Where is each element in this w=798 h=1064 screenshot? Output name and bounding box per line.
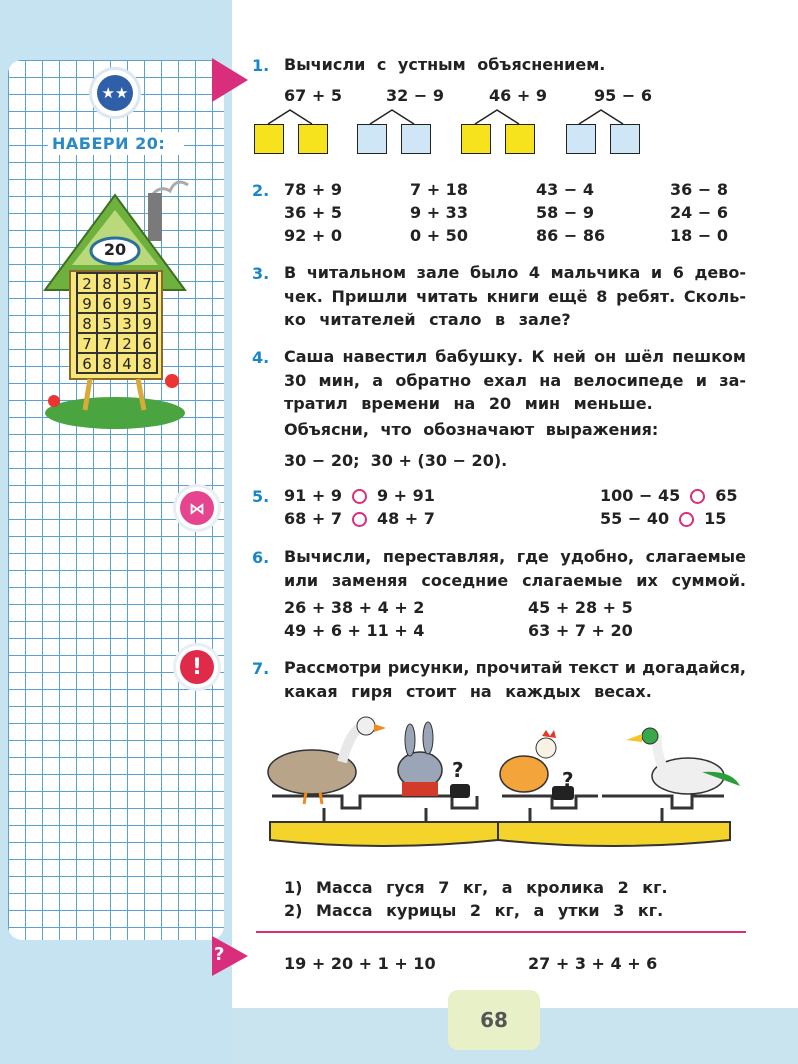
- task-1-expr: 95 − 6: [594, 86, 652, 105]
- task-6-text: [284, 545, 746, 592]
- compare-right: 65: [715, 486, 738, 505]
- task-1-number: 1.: [252, 56, 270, 75]
- task-2-expr: 9 + 33: [410, 203, 468, 222]
- task-7-text: [284, 656, 746, 703]
- scales-illustration: [262, 712, 742, 862]
- text-line: чек. Пришли читать книги ещё 8 ребят. Сколь-: [284, 286, 746, 306]
- task-2-expr: 43 − 4: [536, 180, 594, 199]
- task-2-expr: 0 + 50: [410, 226, 468, 245]
- house-grid-cell: 9: [77, 293, 97, 313]
- compare-circle-icon[interactable]: [352, 489, 367, 504]
- answer-box[interactable]: [505, 124, 535, 154]
- compare-row: [600, 484, 737, 507]
- compare-left: 91 + 9: [284, 486, 342, 505]
- task-1-expr: 32 − 9: [386, 86, 444, 105]
- task-1-connector-lines: [250, 106, 650, 126]
- task-2-expr: 18 − 0: [670, 226, 728, 245]
- task-2-expr: 78 + 9: [284, 180, 342, 199]
- star-badge-icon: ★★: [92, 70, 138, 116]
- house-grid-cell: 5: [97, 313, 117, 333]
- house-grid-cell: 2: [77, 273, 97, 293]
- task-3-number: 3.: [252, 264, 270, 283]
- compare-left: 68 + 7: [284, 509, 342, 528]
- page-number: 68: [448, 990, 540, 1050]
- house-grid-cell: 7: [77, 333, 97, 353]
- task-2-expr: 7 + 18: [410, 180, 468, 199]
- task-4-text: [284, 345, 746, 416]
- task-7-number: 7.: [252, 659, 270, 678]
- task-2-expr: 86 − 86: [536, 226, 606, 245]
- task-1-expr: 46 + 9: [489, 86, 547, 105]
- extra-expr: 27 + 3 + 4 + 6: [528, 954, 658, 973]
- pointer-triangle-icon: [212, 58, 248, 102]
- task-2-expr: 24 − 6: [670, 203, 728, 222]
- text-line: или заменяя соседние слагаемые их суммой.: [284, 570, 746, 590]
- task-7-item: 1) Масса гуся 7 кг, а кролика 2 кг.: [284, 878, 668, 897]
- answer-box[interactable]: [401, 124, 431, 154]
- task-2-expr: 36 − 8: [670, 180, 728, 199]
- compare-circle-icon[interactable]: [352, 512, 367, 527]
- house-grid-cell: 5: [137, 293, 157, 313]
- compare-circle-icon[interactable]: [690, 489, 705, 504]
- house-grid-cell: 3: [117, 313, 137, 333]
- answer-box[interactable]: [298, 124, 328, 154]
- text-line: Саша навестил бабушку. К ней он шёл пешком: [284, 347, 746, 366]
- task-6-expr: 26 + 38 + 4 + 2: [284, 598, 425, 617]
- task-2-expr: 92 + 0: [284, 226, 342, 245]
- text-line: тратил времени на 20 мин меньше.: [284, 394, 653, 413]
- task-1-expr: 67 + 5: [284, 86, 342, 105]
- house-grid-cell: 4: [117, 353, 137, 373]
- task-5-number: 5.: [252, 487, 270, 506]
- house-grid-cell: 6: [97, 293, 117, 313]
- house-grid-cell: 8: [77, 313, 97, 333]
- question-mark-icon: ?: [214, 944, 225, 965]
- text-line: какая гиря стоит на каждых весах.: [284, 681, 652, 701]
- house-grid-cell: 8: [97, 273, 117, 293]
- task-1-text: Вычисли с устным объяснением.: [284, 55, 606, 74]
- text-line: В читальном зале было 4 мальчика и 6 дево-: [284, 263, 746, 282]
- compare-circle-icon[interactable]: [679, 512, 694, 527]
- task-6-expr: 45 + 28 + 5: [528, 598, 633, 617]
- house-grid-cell: 2: [117, 333, 137, 353]
- house-grid-cell: 6: [137, 333, 157, 353]
- house-grid: [76, 272, 158, 374]
- house-number: 20: [103, 240, 127, 259]
- compare-left: 100 − 45: [600, 486, 681, 505]
- house-grid-cell: 8: [97, 353, 117, 373]
- task-2-number: 2.: [252, 181, 270, 200]
- sidebar-title: НАБЕРИ 20:: [48, 132, 184, 155]
- house-grid-cell: 6: [77, 353, 97, 373]
- answer-box[interactable]: [357, 124, 387, 154]
- compare-right: 9 + 91: [376, 486, 435, 505]
- house-grid-cell: 9: [117, 293, 137, 313]
- task-4-number: 4.: [252, 348, 270, 367]
- answer-box[interactable]: [254, 124, 284, 154]
- task-4-expression: 30 − 20; 30 + (30 − 20).: [284, 451, 508, 470]
- compare-right: 48 + 7: [376, 509, 435, 528]
- answer-box[interactable]: [566, 124, 596, 154]
- task-7-item: 2) Масса курицы 2 кг, а утки 3 кг.: [284, 901, 664, 920]
- answer-box[interactable]: [610, 124, 640, 154]
- divider: [256, 931, 746, 933]
- warning-badge-icon: !: [176, 646, 218, 688]
- task-6-expr: 49 + 6 + 11 + 4: [284, 621, 425, 640]
- compare-row: [284, 507, 435, 530]
- question-mark-rabbit: ?: [452, 758, 464, 782]
- task-4-question: Объясни, что обозначают выражения:: [284, 420, 659, 439]
- compare-row: [600, 507, 726, 530]
- text-line: 30 мин, а обратно ехал на велосипеде и за-: [284, 370, 746, 390]
- task-6-number: 6.: [252, 548, 270, 567]
- compare-badge-icon: ⋈: [176, 487, 218, 529]
- answer-box[interactable]: [461, 124, 491, 154]
- task-2-expr: 58 − 9: [536, 203, 594, 222]
- text-line: Вычисли, переставляя, где удобно, слагаемые: [284, 547, 746, 566]
- extra-expr: 19 + 20 + 1 + 10: [284, 954, 436, 973]
- house-grid-cell: 8: [137, 353, 157, 373]
- text-line: ко читателей стало в зале?: [284, 310, 571, 329]
- house-grid-cell: 7: [97, 333, 117, 353]
- house-grid-cell: 9: [137, 313, 157, 333]
- compare-row: [284, 484, 435, 507]
- task-6-expr: 63 + 7 + 20: [528, 621, 633, 640]
- task-2-expr: 36 + 5: [284, 203, 342, 222]
- compare-right: 15: [704, 509, 727, 528]
- text-line: Рассмотри рисунки, прочитай текст и догадайся,: [284, 658, 746, 677]
- compare-left: 55 − 40: [600, 509, 670, 528]
- task-3-text: [284, 261, 746, 332]
- house-grid-cell: 7: [137, 273, 157, 293]
- question-mark-chicken: ?: [562, 768, 574, 792]
- house-grid-cell: 5: [117, 273, 137, 293]
